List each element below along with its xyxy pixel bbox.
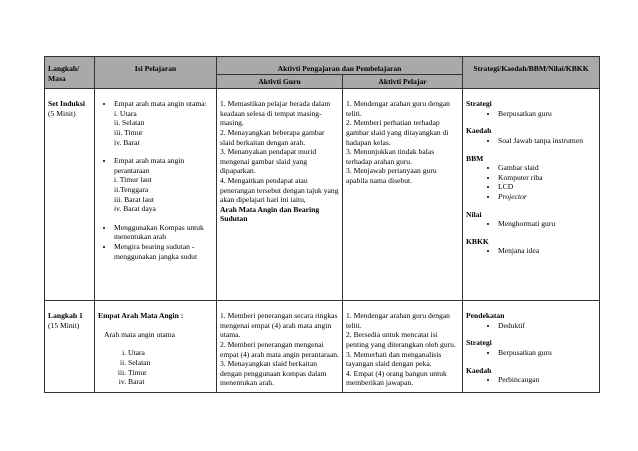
header-aktiviti-pelajar: Aktivti Pelajar	[343, 74, 463, 89]
header-strategi: Strategi/Kaedah/BBM/Nilai/KBKK	[463, 57, 600, 89]
list-item	[114, 156, 213, 214]
strategy-list	[466, 109, 596, 119]
list-item: • Perbincangan	[498, 375, 596, 385]
sublist-item: ii. Selatan	[114, 118, 145, 128]
content-cell	[95, 301, 217, 393]
sublist-item: ii.Tenggara	[114, 184, 149, 194]
list-item: • Menghormati guru	[498, 219, 596, 229]
pelajar-cell	[343, 89, 463, 301]
strategy-label: Kaedah	[466, 126, 492, 136]
header-aktiviti-pp: Aktivti Pengajaran dan Pembelajaran	[217, 57, 463, 75]
pelajar-cell	[343, 301, 463, 393]
strategy-list	[466, 321, 596, 331]
step-time: (15 Minit)	[48, 320, 80, 330]
strategy-label: Kaedah	[466, 365, 492, 375]
content-bullet: Mengira bearing sudutan - menggunakan jangka sudut	[114, 241, 198, 261]
sublist-item: iv. Barat	[114, 137, 140, 147]
guru-cell	[217, 89, 343, 301]
step-time: (5 Minit)	[48, 108, 76, 118]
list-item: • LCD	[498, 182, 596, 192]
content-list	[98, 99, 213, 261]
list-item: • Projector	[498, 192, 596, 202]
strategy-cell	[463, 89, 600, 301]
content-list	[98, 348, 213, 386]
list-item: ii. Selatan	[128, 358, 213, 368]
guru-text: 1. Memastikan pelajar berada dalam keadaan selesa di tempat masing-masing. 2. Menayangkan beberapa gambar slaid berkaitan dengan arah. 3. Menanyakan pendapat murid mengenai gambar slaid yang dipaparkan. 4. Mengaitkan pendapat atau penerangan tersebut dengan tajuk yang akan dipelajari hari ini iaitu,	[220, 99, 339, 205]
strategy-label: Pendekatan	[466, 311, 505, 321]
list-item: • Gambar slaid	[498, 163, 596, 173]
strategy-label: BBM	[466, 153, 484, 163]
strategy-list	[466, 375, 596, 385]
content-cell	[95, 89, 217, 301]
list-item: • Soal Jawab tanpa instrumen	[498, 136, 596, 146]
sublist-item: iii. Timur	[114, 127, 143, 137]
strategy-cell	[463, 301, 600, 393]
step-cell	[45, 89, 95, 301]
strategy-list	[466, 136, 596, 146]
strategy-list	[466, 163, 596, 201]
content-bullet: Menggunakan Kompas untuk menentukan arah	[114, 222, 204, 242]
strategy-label: Nilai	[466, 209, 482, 219]
list-item	[114, 242, 213, 261]
step-title: Langkah 1	[48, 311, 83, 321]
guru-text: 1. Memberi penerangan secara ringkas mengenai empat (4) arah mata angin utama. 2. Memberi penerangan mengenai empat (4) arah mata angin perantaraan. 3. Menayangkan slaid berkaitan dengan penggunaan kompas dalam menentukan arah.	[220, 311, 339, 388]
guru-cell	[217, 301, 343, 393]
table-row	[45, 301, 600, 393]
list-item: • Berpusatkan guru	[498, 109, 596, 119]
list-item: • Deduktif	[498, 321, 596, 331]
sublist	[114, 175, 213, 213]
sublist-item: i. Timur laut	[114, 175, 152, 185]
content-bullet: Empat arah mata angin perantaraan	[114, 156, 185, 175]
lesson-plan-table	[44, 56, 600, 393]
list-item: • Berpusatkan guru	[498, 348, 596, 358]
strategy-list	[466, 219, 596, 229]
guru-topic: Arah Mata Angin dan Bearing Sudutan	[220, 204, 320, 224]
list-item: • Komputer riba	[498, 173, 596, 183]
content-intro: Arah mata angin utama	[104, 329, 176, 339]
sublist	[114, 109, 213, 147]
header-isi-pelajaran: Isi Pelajaran	[95, 57, 217, 89]
content-bullet: Empat arah mata angin utama:	[114, 99, 207, 109]
list-item: • Menjana idea	[498, 246, 596, 256]
strategy-label: KBKK	[466, 236, 489, 246]
header-langkah-masa: Langkah/ Masa	[45, 57, 95, 89]
pelajar-text: 1. Mendengar arahan guru dengan teliti. 2. Memberi perhatian terhadap gambar slaid yang ditayangkan di hadapan kelas. 3. Menunjukkan tindak balas terhadap arahan guru. 3. Menjawab pertanyaan guru apabila nama disebut.	[346, 99, 450, 185]
pelajar-text: 1. Mendengar arahan guru dengan teliti. 2. Bersedia untuk mencatat isi penting yang diterangkan oleh guru. 3. Memerhati dan menganalisis tayangan slaid dengan peka. 4. Empat (4) orang bangun untuk memberikan jawapan.	[346, 311, 456, 388]
strategy-label: Strategi	[466, 338, 492, 348]
sublist-item: i. Utara	[114, 108, 137, 118]
list-item: iii. Timur	[128, 368, 213, 378]
sublist-item: iii. Barat laut	[114, 194, 154, 204]
list-item: iv. Barat	[128, 377, 213, 387]
step-cell	[45, 301, 95, 393]
header-aktiviti-guru: Aktivti Guru	[217, 74, 343, 89]
sublist-item: iv. Barat daya	[114, 204, 156, 214]
list-item	[114, 223, 213, 242]
list-item	[114, 99, 213, 147]
content-title: Empat Arah Mata Angin :	[98, 311, 184, 321]
step-title: Set Induksi	[48, 99, 85, 109]
table-header-row	[45, 57, 600, 75]
table-row	[45, 89, 600, 301]
list-item: i. Utara	[128, 348, 213, 358]
strategy-label: Strategi	[466, 99, 492, 109]
strategy-list	[466, 246, 596, 256]
strategy-list	[466, 348, 596, 358]
